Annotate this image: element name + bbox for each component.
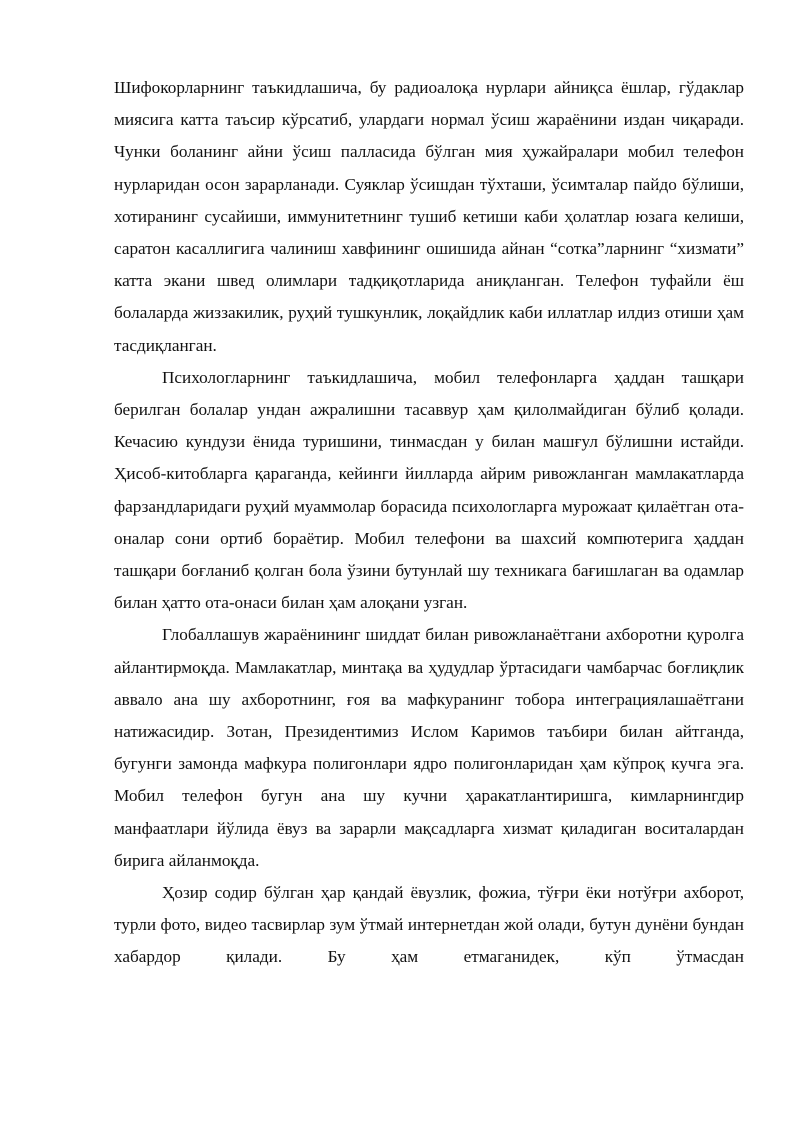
- paragraph-4: Ҳозир содир бўлган ҳар қандай ёвузлик, фожиа, тўғри ёки нотўғри ахборот, турли фото, видео тасвирлар зум ўтмай интернетдан жой олади, бутун дунёни бундан хабардор қилади. Бу ҳам етмаганидек, кўп ўтмасдан: [114, 883, 744, 967]
- paragraph-3: Глобаллашув жараёнининг шиддат билан ривожланаётгани ахборотни қуролга айлантирмоқда. Мамлакатлар, минтақа ва ҳудудлар ўртасидаги чамбарчас боғлиқлик аввало ана шу ахборотнинг, ғоя ва мафкуранинг тобора интеграциялашаётгани натижасидир. Зотан, Президентимиз Ислом Каримов таъбири билан айтганда, бугунги замонда мафкура полигонлари ядро полигонларидан ҳам кўпроқ кучга эга. Мобил телефон бугун ана шу кучни ҳаракатлантиришга, кимларнингдир манфаатлари йўлида ёвуз ва зарарли мақсадларга хизмат қиладиган воситалардан бирига айланмоқда.: [114, 625, 744, 870]
- paragraph-1: Шифокорларнинг таъкидлашича, бу радиоалоқа нурлари айниқса ёшлар, гўдаклар миясига катта таъсир кўрсатиб, улардаги нормал ўсиш жараёнини издан чиқаради. Чунки боланинг айни ўсиш палласида бўлган мия ҳужайралари мобил телефон нурларидан осон зарарланади. Суяклар ўсишдан тўхташи, ўсимталар пайдо бўлиши, хотиранинг сусайиши, иммунитетнинг тушиб кетиши каби ҳолатлар юзага келиши, саратон касаллигига чалиниш хавфининг ошишида айнан “сотка”ларнинг “хизмати” катта экани швед олимлари тадқиқотларида аниқланган. Телефон туфайли ёш болаларда жиззакилик, руҳий тушкунлик, лоқайдлик каби иллатлар илдиз отиши ҳам тасдиқланган.: [114, 78, 744, 355]
- paragraph-2: Психологларнинг таъкидлашича, мобил телефонларга ҳаддан ташқари берилган болалар ундан ажралишни тасаввур ҳам қилолмайдиган бўлиб қолади. Кечасию кундузи ёнида туришини, тинмасдан у билан машғул бўлишни истайди. Ҳисоб-китобларга қараганда, кейинги йилларда айрим ривожланган мамлакатларда фарзандларидаги руҳий муаммолар борасида психологларга мурожаат қилаётган ота-оналар сони ортиб бораётир. Мобил телефони ва шахсий компютерига ҳаддан ташқари боғланиб қолган бола ўзини бутунлай шу техникага бағишлаган ва одамлар билан ҳатто ота-онаси билан ҳам алоқани узган.: [114, 367, 744, 613]
- document-page: [114, 72, 744, 974]
